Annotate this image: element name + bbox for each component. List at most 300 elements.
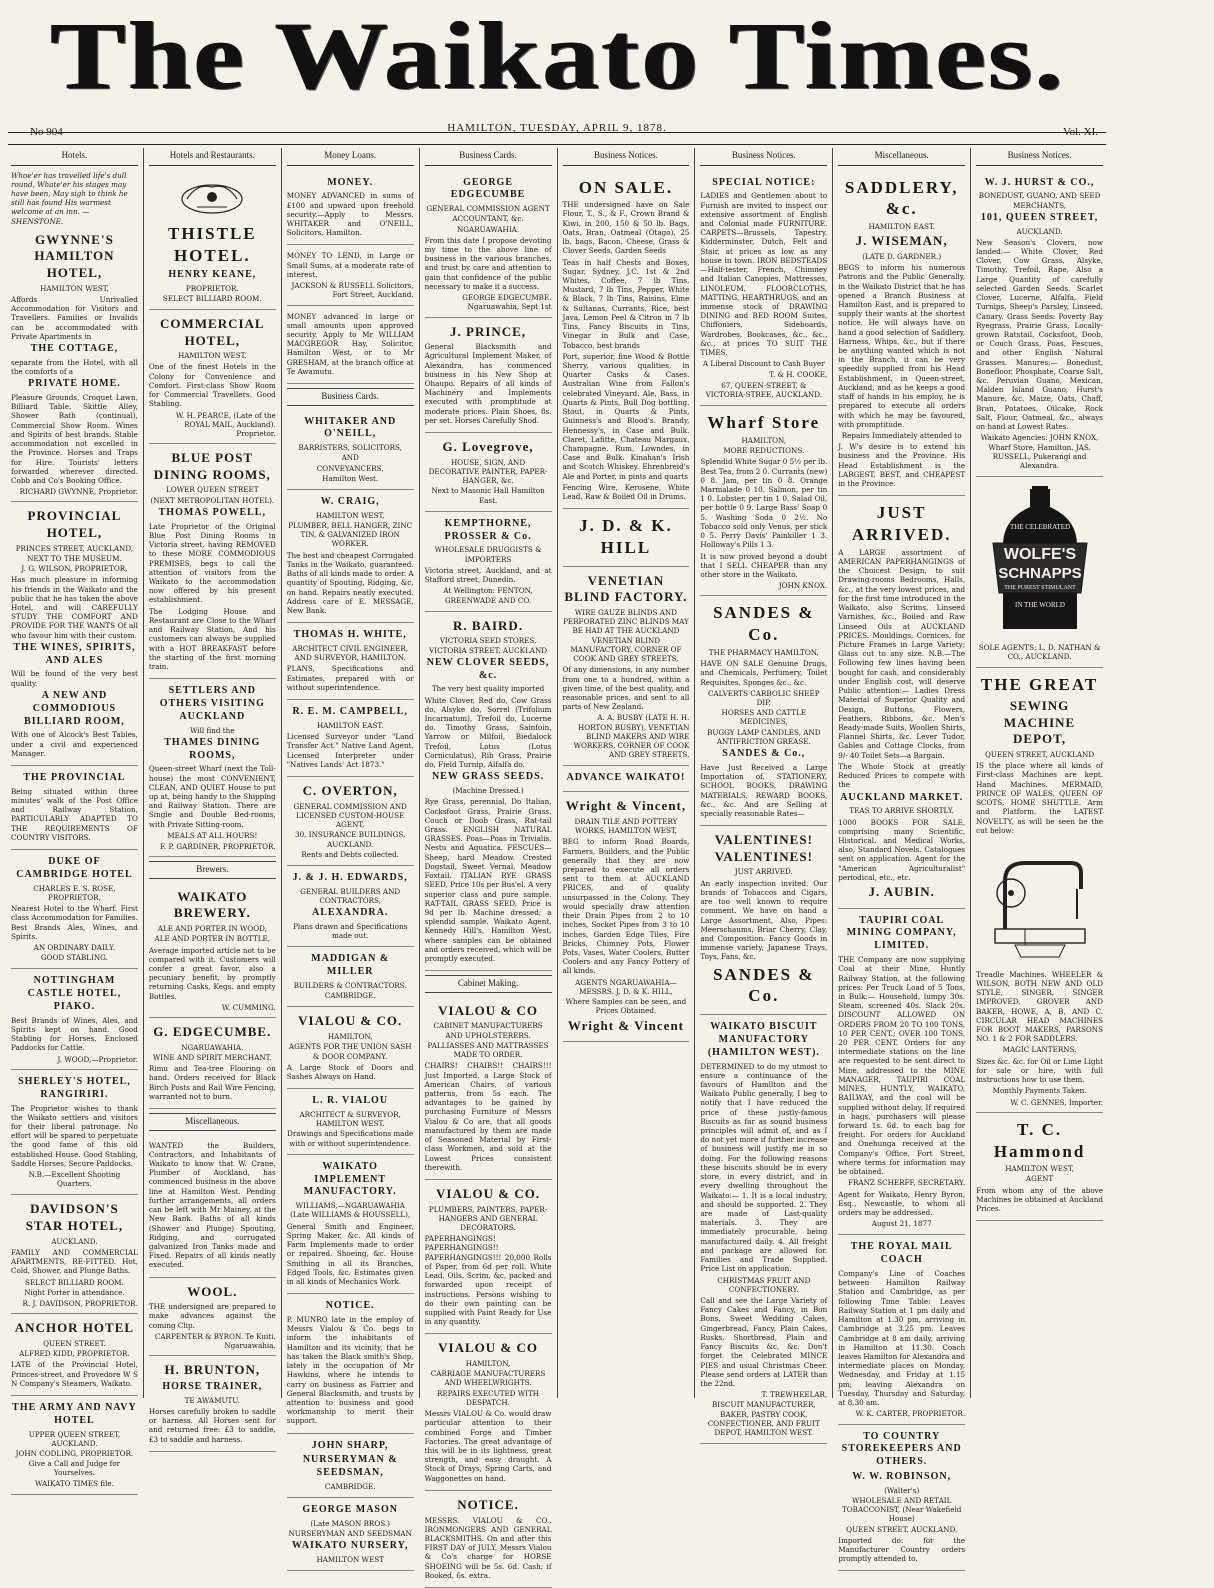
ad-title: J. & J. H. EDWARDS, (292, 871, 408, 883)
ad-title: THE COTTAGE, (30, 343, 119, 355)
ad-title: R. BAIRD. (453, 617, 524, 633)
ad-title: JOHN SHARP, (311, 1439, 389, 1451)
ad-body: An early inspection invited. Our brands of Tobaccos and Cigars, are too well known to require comment. We have on hand a Large Assortment, Also, Pipes: Meerschaums, Briar Cherry, Clay, and Composition. Fancy Goods in immense variety, Japanese Trays, Toys, Fans, &c. (700, 878, 828, 962)
ad-nottingham-castle (11, 969, 138, 1069)
ad-taupiri-coal (838, 909, 965, 1236)
ad-subtitle: NURSERYMAN AND SEEDSMAN (288, 1529, 412, 1539)
volume-number: Vol. XI. (1063, 126, 1098, 138)
ad-subtitle: HAMILTON WEST, (1005, 1164, 1074, 1174)
ad-title: PRIVATE HOME. (28, 378, 121, 390)
ad-gwynnes-hotel (11, 226, 138, 503)
ad-subtitle: SELECT BILLIARD ROOM. (25, 1277, 124, 1287)
ad-title: G. EDGECUMBE. (153, 1024, 272, 1040)
ad-title: NEW CLOVER SEEDS, &c. (426, 656, 550, 681)
ad-subtitle: AND (341, 453, 359, 463)
ad-body: P. MUNRO late in the employ of Messrs Vialou & Co. begs to inform the inhabitants of Hamilton and its vicinity, that he has taken the Black smith's Shop, lately in the occupation of Mr Hawkins, where he intends to carry on business as Farrier and General Blacksmith, and trusts by attention to business and good workmanship to merit their support. (286, 1314, 414, 1426)
ad-edgecumbe-commission (425, 171, 552, 318)
ad-title: DUKE OF CAMBRIDGE HOTEL (16, 856, 133, 880)
ad-subtitle: NGARUAWAHIA. (456, 224, 520, 234)
ad-subtitle: ALE AND PORTER IN WOOD, (157, 924, 267, 934)
ad-body: A LARGE assortment of AMERICAN PAPERHANGINGS of the Choicest Design, to suit Drawing-rooms Bedrooms, Halls, &c., at the very lowest prices, and for the first time introduced in the Waikato, also Scrims, Linseed Varnishes, &c., Boiled and Raw Linseed Oils at AUCKLAND PRICES. Mouldings, Cornices, for Picture Frames in Large Variety; Glass cut to any size. N.B.—The Following few lines having been bought for cash, and considerably under English cost, will deserve Public attention:— Ladies Dress Material of Superior Quality and Design, Buttons, Flowers, Feathers, Ribbons, &c. Men's Ready-made Suits, Woollen Shirts, Flannel Shirts, &c. Lever Tudor, Gables and Cottage Clocks, from 9/- 40 Toilet Sets—a Bargain. (838, 547, 966, 760)
ad-title: ON SALE. (578, 177, 674, 197)
ad-body: Late Proprietor of the Original Blue Post Dining Rooms in Victoria street, having REMOVED to these MORE COMMODIOUS PREMISES, begs to call the attention of visitors from the Waikato to the accommodation now offered by his present establishment. (148, 521, 276, 605)
ad-subtitle: Night Porter in attendance. (24, 1287, 125, 1297)
ad-title: H. BRUNTON, (164, 1362, 261, 1378)
ad-body: THE Company are now supplying Coal at their Mine, Huntly Railway Station, at the following prices: Per Truck Load of 5 Tons, in Bulk:— Household, lumpy 30s. Steam, screened 40s. Slack 20s. DISCOUNT ALLOWED ON ORDERS FROM 20 TO 100 TONS, 10 PER CENT.; OVER 100 TONS, 20 PER CENT. Orders for any intermediate stations on the line are requested to be sent direct to Mine, addressed to the MINE MANAGER, TAUPIRI COAL MINES, HUNTLY, WAIKATO, RAILWAY, and the coal will be supplied without delay. If required in bags, purchasers will please forward 1s. 6d. to each bag for freight. For orders for Auckland and Onehunga received at the Company's Office, Fort Street, where terms for information may be obtained. (838, 955, 966, 1177)
column-business-cards (419, 148, 557, 1580)
ad-body: Sizes &c. &c. for Oil or Lime Light for sale or hire, with full instructions how to use them. (976, 1056, 1103, 1085)
ad-body: Treadle Machines. WHEELER & WILSON, BOTH NEW AND OLD STYLE, SINGER, SINGER IMPROVED, GROVER AND BAKER, HOWE, A, B, AND C. CIRCULAR HEAD MACHINES FOR BOOT MAKERS, PARSONS NO. 1 & 2 FOR SADDLERS. (976, 969, 1103, 1044)
ad-body: Splendid White Sugar 0 5½ per lb. Best Tea, from 2 0. Currants (new) 0 8. Jam, per tin 0 8. Orange Marmalade 0 10. Salmon, per tin 1 0. Lobster, per tin 1 0. Salad Oil, per bottle 0 9. Large Bass' Soap 0 5. Washing Soda 0 2½. No Tobacco sold only Venus, per stick 0 5. Perry Davis' Painkiller 1 3. Holloway's Pills 1 3. (700, 457, 828, 550)
issue-number: No 904 (30, 126, 63, 138)
ad-title: DAVIDSON'S STAR HOTEL, (25, 1201, 124, 1234)
ad-hammond (976, 1113, 1103, 1222)
ad-signature: A. A. BUSBY (LATE H. H. HORTON BUSBY), VENETIAN BLIND MAKERS AND WIRE WORKERS, CORNER OF COOK AND GREY STREETS. (573, 713, 690, 760)
ad-body: It is now proved beyond a doubt that I SELL CHEAPER than any other store in the Waikato. (700, 551, 828, 579)
sewing-machine-icon (985, 841, 1095, 961)
ad-body: PAPERHANGINGS! PAPERHANGINGS!! PAPERHANGINGS!!! 20,000 Rolls of Paper, from 6d per roll. White Lead, Oils, Scrim, &c, packed and forwarded upon receipt of instructions. Persons wishing to do their own painting can be supplied with Paint Ready for Use in any quantity. (424, 1234, 552, 1327)
ad-body: MONEY ADVANCED in sums of £100 and upward upon freehold security.—Apply to Messrs. WHITAKER and O'NEILL, Solicitors, Hamilton. (286, 191, 414, 238)
ad-subtitle: HOUSE, SIGN, AND DECORATIVE PAINTER, PAPER-HANGER, &c. (428, 457, 548, 486)
ad-wolfes-schnapps (976, 477, 1103, 668)
ad-title: SANDES & Co., (722, 748, 806, 760)
newspaper-title: The Waikato Times. (49, 2, 1065, 109)
ad-subtitle: 67, QUEEN-STREET, & VICTORIA-STREE, AUCKLAND. (705, 380, 823, 399)
ad-title: HORSE TRAINER, (162, 1380, 263, 1392)
column-heading: Business Notices. (700, 148, 827, 166)
ad-subtitle: HAMILTON WEST, (315, 510, 385, 520)
ad-saddlery (838, 171, 965, 497)
ad-notice-vialou (425, 1491, 552, 1588)
ad-subtitle: GENERAL COMMISSION AND LICENSED CUSTOM-HOUSE AGENT, (293, 801, 407, 830)
ad-subtitle: CAMBRIDGE. (324, 991, 376, 1001)
ad-subtitle: VICTORIA SEED STORES, VICTORIA STREET, AUCKLAND (429, 636, 548, 655)
ad-title: J. PRINCE, (450, 323, 527, 339)
ad-title: G. Lovegrove, (442, 439, 534, 455)
ad-horse-trainer (149, 1356, 276, 1452)
ad-lovegrove (425, 433, 552, 512)
top-rule-2 (8, 144, 1106, 145)
bottle-text-schnapps: SCHNAPPS (997, 565, 1082, 583)
ad-advance-waikato (563, 766, 690, 793)
ad-body: LADIES and Gentlemen about to Furnish are invited to inspect our extensive assortment of English and Colonial made FURNITURE. CARPETS—Brussels, Tapestry, Kidderminster, Dutch, Felt and Stair, at prices as low as any house in town. IRON BEDSTEADS—Half-tester, French, Chimney and Italian Canopies, Mattresses, LINOLEUM, FLOORCLOTHS, MATTING, HEARTHRUGS, and an immense stock of DRAWING DINING and BED ROOM Suites, Chiffoniers, Sideboards, Wardrobes, Bookcases, &c., &c., &c., at prices TO SUIT THE TIMES. (700, 191, 828, 358)
ad-subtitle: PROPRIETOR. (185, 283, 239, 293)
ad-body: MONEY TO LEND, in Large or Small Sums, at a moderate rate of interest. (286, 251, 414, 279)
ad-subtitle: AUCKLAND. (1016, 226, 1063, 236)
ad-title: ADVANCE WAIKATO! (566, 771, 686, 783)
ad-body: Agent for Waikato, Henry Byron, Esq., Newcastle, to whom all orders may be addressed. (838, 1189, 966, 1217)
ad-body: BEG to inform Road Boards, Farmers, Builders, and the Public generally that they are now prepared to execute all orders sent to them at AUCKLAND PRICES, and of quality unsurpassed in the Colony. They would specially draw attention their Drain Pipes from 2 to 10 inches, Socket Pipes from 3 to 10 inches, Garden Edge Tiles, Fire Bricks, Chimney Pots, Flower Pots, Vases, Water Coolers, Butter Coolers and any Fancy Pottery of all kinds. (562, 837, 690, 976)
ad-anchor-hotel (11, 1314, 138, 1396)
ad-body: Nearest Hotel to the Wharf. First class Accommodation for Families. Best Brands Ales, Wines, and Spirits. (11, 904, 138, 941)
ad-subtitle: AGENTS FOR THE UNION SASH & DOOR COMPANY. (288, 1042, 412, 1061)
ad-subtitle: MEALS AT ALL HOURS! (167, 830, 258, 840)
ad-body: General Smith and Engineer, Spring Maker, &c. All kinds of Farm Implements made to order or repaired. Shoeing, &c. House Smithing in all its Branches, Edged Tools, &c. Estimates given in all kinds of Mechanics Work. (286, 1221, 414, 1286)
ad-title: R. E. M. CAMPBELL, (292, 706, 408, 718)
ad-jdk-hill (563, 509, 690, 567)
ad-body: DETERMINED to do my utmost to ensure a continuance of the favours of Hamilton and the Waikato Public generally, I beg to notify that I have reduced the price of these justly-famous Biscuits as far as sound business principles will admit of, and as I do not yet more if further increase of business will justify me in so doing. For the following reasons these biscuits should be in every store, in every district, and in every dwelling throughout the Waikato:— 1. It is a local industry, and should be supported. 2. They are made of Last-quality materials. 3. They are immediately procurable, being manufactured daily. 4. All freight and package are allowed for. Families and Trade Supplied. Price List on application. (700, 1061, 828, 1274)
ad-title: AUCKLAND MARKET. (840, 791, 964, 803)
column-money-loans (281, 148, 419, 1565)
ad-body: Licensed Surveyor under "Land Transfer Act." Native Land Agent. Licensed Interpreter under "Natives Lands' Act 1873." (286, 732, 414, 769)
ad-subtitle: J. G. WILSON, PROPRIETOR, (21, 564, 128, 574)
ad-subtitle: QUEEN STREET. (43, 1338, 106, 1348)
ad-subtitle: LOWER QUEEN STREET (166, 485, 259, 495)
ad-title: WAIKATO BREWERY. (173, 888, 251, 921)
ad-thames-dining (149, 679, 276, 857)
bottle-text-wolfes: WOLFE'S (1003, 546, 1076, 564)
ad-title: GEORGE EDGECUMBE (450, 176, 526, 201)
ad-subtitle: HAMILTON, (465, 1359, 511, 1369)
ad-title: THE GREAT (980, 675, 1099, 695)
ad-subtitle: BUGGY LAMP CANDLES, AND ANTIFRICTION GREASE. (707, 727, 821, 746)
ad-subtitle: WHOLESALE DRUGGISTS & IMPORTERS (434, 545, 542, 564)
ad-signature: R. J. DAVIDSON, PROPRIETOR. (22, 1299, 138, 1309)
ad-title: WAIKATO NURSERY, (291, 1540, 409, 1552)
ad-body: The Whole Stock at greatly Reduced Prices to compete with the (838, 761, 966, 790)
ad-body: WANTED the Builders, Contractors, and Inhabitants of Waikato to know that W. Crane, Plumber of Auckland, has commenced business in the above line at Hamilton West. Pending further arrangements, all orders can be left with Mr Mainey, at the New Bank. Baths of all kinds (Shower and Plunge) Spouting, Ridging, and corrugated galvanized Iron Tanks made and Fixed. Repairs of all kinds neatly executed. (148, 1140, 276, 1270)
ad-subtitle: AUCKLAND. (51, 1236, 98, 1246)
ad-subtitle: GENERAL BUILDERS AND CONTRACTORS, (300, 886, 401, 905)
ad-subtitle: Will find the (190, 725, 235, 735)
ad-title: THAMES DINING ROOMS, (164, 736, 261, 761)
ad-signature: J. WOOD,—Proprietor. (57, 1054, 138, 1064)
ad-money-advanced (287, 306, 414, 385)
ad-body: Call and see the Large Variety of Fancy Cakes and Fancy, in Bon Bons, Sweet Wedding Cakes, Gingerbread, Fancy, Plain Cakes, Rusks, Shortbread, Plain and Fancy Biscuits &c, &c. Don't forget the Celebrated MINCE PIES and usual Christmas Cheer. Please send orders at LATER than the 22nd. (700, 1295, 828, 1388)
ad-edwards (287, 866, 414, 947)
ad-subtitle: GOOD STABLING. (40, 953, 108, 963)
ad-body: Have Just Received a Large Importation of, STATIONERY, SCHOOL BOOKS, DRAWING MATERIALS, REWARD BOOKS, &c., &c. And are Selling at specially reasonable Rates— (700, 762, 828, 818)
ad-subtitle: HAMILTON WEST (316, 1555, 384, 1565)
ad-vialou-architect (287, 1089, 414, 1155)
column-heading: Hotels. (11, 148, 138, 166)
ad-subtitle: CAMBRIDGE. (324, 1482, 376, 1491)
ad-title: NURSERYMAN & SEEDSMAN, (302, 1454, 398, 1479)
ad-title: 101, QUEEN STREET, (980, 211, 1099, 223)
ad-title: THE ARMY AND NAVY HOTEL (12, 1401, 137, 1426)
ad-subtitle: A Liberal Discount to Cash Buyer (702, 359, 825, 369)
ad-signature: JACKSON & RUSSELL Solicitors, Fort Street, Auckland. (291, 281, 414, 300)
ad-star-hotel (11, 1195, 138, 1314)
ad-subtitle: QUEEN STREET, AUCKLAND, (846, 1524, 958, 1534)
ad-title: MADDIGAN & MILLER (311, 953, 390, 978)
ad-signature: W. K. CARTER, PROPRIETOR. (855, 1409, 966, 1419)
ad-title: THE ROYAL MAIL COACH (850, 1241, 953, 1266)
column-heading: Money Loans. (287, 148, 414, 166)
ad-title: NOTTINGHAM CASTLE HOTEL, PIAKO. (27, 975, 122, 1013)
ad-the-provincial (11, 766, 138, 850)
bottle-text-world: IN THE WORLD (1014, 601, 1065, 610)
ad-title: SANDES & Co. (713, 603, 815, 645)
ad-title: J. AUBIN. (868, 884, 935, 900)
ad-biscuit-manufactory (700, 1015, 827, 1444)
ad-subtitle: BUILDERS & CONTRACTORS. (293, 981, 407, 990)
ad-subtitle: QUEEN STREET, AUCKLAND (985, 750, 1095, 760)
ad-title: NOTICE. (457, 1496, 519, 1512)
ad-body: White Clover, Red do, Cow Grass do, Alsyke do, Sorrel (Trifolium Incarnatum), Trefoil do, Lucerne do. Timothy Grass, Sainfoin, Yarrow or Milfoil, Biedalock Trefoil, Lotus (Lotus Corniculatus), Rib Grass, Prairie do, Field Turnip, Alfalfa do. (424, 695, 552, 770)
ad-subtitle: CHRISTMAS FRUIT AND CONFECTIONERY. (717, 1275, 811, 1294)
ad-body: Will be found of the very best quality. (11, 669, 138, 688)
ad-title: JUST ARRIVED. (851, 503, 952, 545)
ad-sherleys-hotel (11, 1070, 138, 1196)
ad-body: Port, superior, fine Wood & Bottle Sherry, various qualities, in Quarter Casks & Cases. Australian Wine from Fallon's celebrated Vineyard. Ale, Bass, in Quarts & Pints, Bull Dog bottling. Stout, in Quarts & Pints, Guinness's and Blood's. Brandy, Hennessy's, in Case and Bulk. Claret, Lafitte, Chateau Margaux. Champagne. Rum, Lowndes, in Case and Bulk. Kinahan's Irish and Scotch Whiskey. Ehrenbreid's Ale and Porter, in pints and quarts (562, 351, 690, 481)
ad-subtitle: PRINCES STREET, AUCKLAND, (15, 543, 134, 553)
ad-subtitle: BARRISTERS, SOLICITORS, (298, 443, 402, 453)
ad-body: Best Brands of Wines, Ales, and Spirits kept on hand. Good Stabling for Horses. Enclosed Paddocks for Cattle. (11, 1015, 138, 1053)
ad-body: FAMILY AND COMMERCIAL APARTMENTS, RE-FITTED. Hot, Cold, Shower, and Plunge Baths. (11, 1247, 138, 1276)
ad-title: SEWING MACHINE DEPOT, (1003, 698, 1076, 747)
ad-subtitle: WIRE GAUZE BLINDS AND PERFORATED ZINC BLINDS MAY BE HAD AT THE AUCKLAND VENETIAN BLIND MANUFACTORY, CORNER OF COOK AND GREY STREETS, (563, 608, 689, 664)
ad-royal-mail-coach (838, 1235, 965, 1424)
ad-subtitle: AGENTS NGARUAWAHIA— MESSRS. J. D. & K. HILL, (575, 977, 677, 996)
ad-subtitle: CHARLES E. S. ROSE, PROPRIETOR, (33, 883, 116, 902)
ad-body: The Proprietor wishes to thank the Waikato settlers and visitors for their liberal patronage. No effort will be spared to perpetuate the good fame of this old established House. Good Stabling, Saddle Horses, Secure Paddocks. (11, 1103, 138, 1168)
ad-subtitle: ALFRED KIDD, PROPRIETOR. (19, 1349, 130, 1359)
ad-subtitle: WAIKATO TIMES file. (34, 1478, 114, 1488)
ad-subtitle: NGARUAWAHIA. (181, 1042, 244, 1052)
ad-body: Rye Grass, perennial, Do Italian, Cocksfoot Grass, Prairie Grass, Couch or Doob Grass, Rat-tail Grass. ENGLISH NATURAL GRASSES. Poas—Poas in Trivialis, Nestu and Aquatica. FESCUES—Sheep, hard Meadow. Crested Dogstail, Sweet Vernal, Meadow Foxtail. ITALIAN RYE GRASS SEED, Price 10s per Bus'el. A very superior class and pure sample. RAT-TAIL GRASS SEED, Price is 9d per lb. Machine dressed; a splendid sample. Waikato Agent, Kennedy Hill's, Hamilton West, where samples can be obtained and orders received, which will be promptly executed. (424, 797, 552, 964)
ad-subtitle: ACCOUNTANT, &c. (452, 214, 524, 224)
ad-subtitle: (Late MASON BROS.) (310, 1519, 390, 1529)
ad-signature: F. P. GARDINER, PROPRIETOR. (160, 842, 276, 852)
ad-signature: JOHN KNOX. (778, 581, 828, 591)
ad-signature: FRANZ SCHERFF, SECRETARY. (847, 1178, 966, 1188)
ad-body: With one of Alcock's Best Tables, under a civil and experienced Manager. (11, 730, 138, 758)
ad-vialou-carriage (425, 1334, 552, 1490)
ad-body: MONEY advanced in large or small amounts upon approved security. Apply to Mr WILLIAM MACGREGOR Hay, Solicitor, Hamilton West, or to Mr GRESHAM, at the branch office at Te Awamutu. (286, 311, 414, 376)
ad-body: Company's Line of Coaches between Hamilton Railway Station and Cambridge, as per following Time Table: Leaves Railway Station at 1 pm daily and Hamilton at 1.30 pm, arriving in Cambridge at 3.25 pm. Leaves Cambridge at 8 am daily, arriving in Hamilton at 11.30. Coach leaves Hamilton for Alexandra and intermediate places on Monday, Wednesday, and Friday at 1.15 pm; leaving Alexandra on Tuesday, Thursday and Saturday, at 8.30 am. (838, 1269, 966, 1408)
ad-subtitle: DRAIN TILE AND POTTERY WORKS, HAMILTON WEST, (574, 816, 678, 836)
ad-title: MONEY. (327, 176, 374, 188)
ad-subtitle: Give a Call and Judge for Yourselves. (28, 1459, 121, 1478)
ad-subtitle: Rents and Debts collected. (301, 849, 400, 859)
ad-thomas-white (287, 623, 414, 700)
ad-subtitle: HAMILTON EAST. (316, 720, 384, 730)
ad-subtitle: PLUMBERS, PAINTERS, PAPER-HANGERS AND GENERAL DECORATORS. (428, 1204, 548, 1233)
ad-title: WHITAKER AND O'NEILL, (304, 415, 397, 440)
ad-body: HAVE ON SALE Genuine Drugs, and Chemicals, Perfumery, Toilet Requisites, Sponges &c., &c. (700, 659, 828, 687)
ad-subtitle: (Machine Dressed.) (452, 786, 524, 796)
ad-plumber-wanted (149, 1135, 276, 1278)
ad-body: General Blacksmith and Agricultural Implement Maker, of Alexandra, has commenced business in his New Shop at Ohaupo. Repairs of all kinds of Machinery and Implements executed with promptitude at moderate prices. Plain Shoes, 8s. per set. Horses Carefully Shod. (424, 342, 552, 425)
ad-signature: GEORGE EDGECUMBE. Ngaruawahia, Sept 1st (462, 293, 552, 312)
ad-army-and-navy (11, 1396, 138, 1495)
ad-title: TO COUNTRY STOREKEEPERS AND OTHERS. (841, 1430, 962, 1468)
ad-subtitle: Waikato Agencies: JOHN KNOX, Wharf Store, Hamilton. JAS. RUSSELL, Pukerangi and Alexandra. (980, 433, 1099, 471)
ad-overton (287, 777, 414, 866)
ad-subtitle: (NEXT METROPOLITAN HOTEL). (150, 495, 275, 505)
ad-subtitle: WHOLESALE AND RETAIL TOBACCONIST, (Near Wakefield House) (842, 1495, 962, 1524)
ad-body: Has much pleasure in informing his friends in the Waikato and the public that he has taken the above Hotel, and will CAREFULLY STUDY THE COMFORT AND PROVIDE FOR THE WANTS Of all who favour him with their custom. (11, 575, 138, 640)
ad-subtitle: CALVERTS CARBOLIC SHEEP DIP. (707, 688, 820, 707)
ad-title: VENETIAN BLIND FACTORY. (564, 572, 688, 605)
ad-subtitle: CABINET MANUFACTURERS AND UPHOLSTERERS. (433, 1021, 543, 1040)
ad-provincial-hotel (11, 502, 138, 766)
column-hotels-restaurants (143, 148, 281, 1444)
ad-body: Horses carefully broken to saddle or harness. All Horses sent for and returned free: £3 to saddle, £3 to saddle and harness. (148, 1406, 276, 1444)
ad-title: GWYNNE'S HAMILTON HOTEL, (34, 231, 115, 281)
ad-body: THE undersigned are prepared to make advances against the coming Clip. (148, 1302, 276, 1330)
ad-title: J. D. & K. HILL (579, 516, 673, 558)
ad-subtitle: Where Samples can be seen, and Prices Obtained. (565, 997, 687, 1016)
ad-title: W. W. ROBINSON, (852, 1470, 952, 1482)
ad-body: 1000 BOOKS FOR SALE, comprising many Scientific, Historical, and Medical Works, also, Standard Novels. Catalogues sent on application. Agent for the "American Agriculturalist" periodical, etc., etc. (838, 817, 966, 882)
ad-commercial-hotel (149, 310, 276, 444)
ad-title: L. R. VIALOU (312, 1095, 389, 1107)
ad-body: From this date I propose devoting my time to the above line of business in the various branches, and trust by care and attention to gain that confidence of the public necessary to make it a success. (424, 235, 552, 291)
column-heading: Miscellaneous. (838, 148, 965, 166)
ad-title: W. CRAIG, (320, 496, 380, 508)
ad-body: Fencing Wire, Kerosene, White Lead, Raw & Boiled Oil in Drums. (562, 482, 690, 502)
ad-john-sharp (287, 1434, 414, 1499)
ad-subtitle: NEXT TO THE MUSEUM. (27, 553, 122, 563)
ad-body: From whom any of the above Machines be obtained at Auckland Prices. (976, 1185, 1103, 1214)
ad-title: ALEXANDRA. (311, 907, 389, 919)
ad-body: Being situated within three minutes' walk of the Post Office and Railway Station, PARTICULARLY ADAPTED TO THE REQUIREMENTS OF COUNTRY VISITORS. (11, 786, 138, 842)
ad-body: Average imported article not to be compared with it. Customers will confer a great favor, also a pecuniary benefit, by promptly returning Casks, Kegs, and empty Bottles. (148, 945, 276, 1001)
column-business-notices-3 (970, 148, 1108, 1398)
ad-title: KEMPTHORNE, PROSSER & Co. (444, 517, 532, 542)
ad-subtitle: TE AWAMUTU. (184, 1395, 240, 1405)
ad-implement-manufactory (287, 1155, 414, 1294)
ad-subtitle: AN ORDINARY DAILY. (33, 942, 116, 952)
ad-title: THOMAS POWELL, (158, 506, 266, 518)
ad-body: separate from the Hotel, with all the comforts of a (11, 357, 138, 377)
ad-robinson-tobacconist (838, 1425, 965, 1572)
ad-body: J. W's desire is to extend his business and the Province. His Head Establishment is the LARGEST, BEST, and CHEAPEST in the Province. (838, 442, 966, 489)
ad-body: THE undersigned have on Sale Flour, T., S., & F., Crown Brand & Kiwi, in 200, 150 & 50 lb. Bags, Oats, Bran, Oatmeal (Otago), 25 lb. bags, Bacon, Cheese, Grass & Clover Seeds, Garden Seeds (562, 200, 690, 256)
column-heading: Hotels and Restaurants. (149, 148, 276, 166)
ad-subtitle: TEAS TO ARRIVE SHORTLY. (849, 806, 954, 816)
ad-subtitle: JOHN CODLING, PROPRIETOR. (15, 1449, 134, 1458)
ad-subtitle: HAMILTON WEST, (40, 283, 109, 293)
ad-title: PROVINCIAL HOTEL, (27, 508, 122, 541)
ad-title: NEW GRASS SEEDS. (431, 771, 545, 783)
section-heading: Miscellaneous. (149, 1113, 276, 1131)
ad-subtitle: SELECT BILLIARD ROOM. (162, 293, 262, 303)
ad-george-mason (287, 1498, 414, 1571)
ad-title: J. WISEMAN, (855, 233, 948, 249)
ad-subtitle: (Walter's) (884, 1485, 920, 1495)
ad-on-sale (563, 171, 690, 510)
ad-wright-vincent (563, 792, 690, 1042)
ad-title: A NEW AND COMMODIOUS BILLIARD ROOM, (24, 689, 125, 727)
ad-body: The best and cheapest Corrugated Tanks in the Waikato, guaranteed. Baths of all kinds made to order. A quantity of Spouting, Ridging, &c, on hand. Repairs neatly executed. Address care of E. MESSAGE, New Bank. (286, 550, 414, 615)
ad-title: THE PROVINCIAL (23, 771, 126, 783)
ad-notice-munro (287, 1294, 414, 1433)
ad-signature: CARPENTER & BYRON. Te Kuiti, Ngaruawahia. (154, 1331, 276, 1351)
ad-subtitle: HAMILTON EAST. (868, 222, 935, 232)
ad-title: Wright & Vincent (567, 1017, 685, 1033)
ad-title: SHERLEY'S HOTEL, RANGIRIRI. (18, 1075, 131, 1100)
ad-venetian-blind (563, 567, 690, 766)
ad-subtitle: CARRIAGE MANUFACTURERS AND WHEELWRIGHTS. (430, 1369, 546, 1388)
masthead (0, 0, 1114, 112)
ad-whitaker-oneill (287, 410, 414, 490)
ad-subtitle: SOLE AGENTS: L. D. NATHAN & CO., AUCKLAND. (978, 642, 1101, 662)
ad-subtitle: CONVEYANCERS, (316, 463, 384, 473)
ad-subtitle: ALE AND PORTER IN BOTTLE, (154, 934, 271, 944)
ad-subtitle: Next to Masonic Hall Hamilton East. (431, 486, 545, 505)
ad-title: SPECIAL NOTICE: (712, 176, 816, 188)
ad-blue-post (149, 444, 276, 679)
ad-title: THE WINES, SPIRITS, AND ALES (13, 641, 136, 666)
ad-subtitle: GENERAL COMMISSION AGENT (426, 204, 550, 214)
ad-craig-plumber (287, 490, 414, 623)
ad-waikato-brewery (149, 883, 276, 1018)
ad-subtitle: BONEDUST, GUANO, AND SEED MERCHANTS, (978, 191, 1101, 210)
bottle-text-purest: THE PUREST STIMULANT (1003, 585, 1076, 592)
ad-title: BLUE POST DINING ROOMS, (153, 450, 271, 482)
ad-subtitle: At Wellington: FENTON, GREENWADE AND CO. (443, 586, 533, 605)
column-miscellaneous (832, 148, 970, 1564)
epigraph: Whoe'er has travelled life's dull round, Whate'er his stages may have been, May sigh to think he still has found His warmest welcome at an inn. —SHENSTONE. (11, 170, 128, 226)
ad-vialou-cabinet (425, 997, 552, 1180)
ad-title: W. J. HURST & CO., (984, 176, 1095, 188)
ad-title: TAUPIRI COAL MINING COMPANY, LIMITED. (846, 914, 957, 952)
ad-body: Rimu and Tea-tree Flooring on hand. Orders received for Black Birch Posts and Rail Wire Fencing, warranted not to burn. (148, 1064, 276, 1101)
column-heading: Business Cards. (425, 148, 552, 166)
column-hotels (6, 148, 143, 1488)
ad-subtitle: Plans drawn and Specifications made out. (293, 921, 408, 941)
ad-subtitle: MORE REDUCTIONS. (723, 446, 805, 456)
ad-vialou-sash (287, 1007, 414, 1089)
ad-subtitle: Repairs Immediately attended to (841, 431, 962, 441)
ad-subtitle: HAMILTON, (327, 1032, 373, 1042)
top-rule (8, 132, 1106, 133)
ad-signature: W. CUMMING. (221, 1002, 276, 1012)
ad-prince-blacksmith (425, 318, 552, 434)
ad-vialou-plumbers (425, 1180, 552, 1334)
ad-signature: W. C. GENNES, Importer. (1010, 1097, 1103, 1107)
column-business-notices-1 (557, 148, 695, 1398)
ad-title: VIALOU & CO (438, 1002, 538, 1018)
ad-just-arrived (838, 496, 965, 908)
dateline (0, 116, 1114, 136)
ad-subtitle: August 21, 1877 (871, 1219, 932, 1229)
ad-subtitle: JUST ARRIVED. (734, 867, 793, 877)
ad-title: WAIKATO IMPLEMENT MANUFACTORY. (303, 1160, 397, 1198)
column-heading: Business Notices. (976, 148, 1103, 166)
ad-subtitle: ARCHITECT & SURVEYOR, HAMILTON WEST. (299, 1109, 401, 1129)
ad-body: PLANS, Specifications and Estimates, prepared with or without superintendence. (286, 664, 414, 692)
ad-thistle-hotel (149, 171, 276, 310)
ad-subtitle: HAMILTON WEST. (177, 351, 247, 361)
ad-hurst-seeds (976, 171, 1103, 478)
ad-body: Teas in half Chests and Boxes, Sugar, Sydney, J.C. 1st & 2nd Whites, Coffee, 7 lb Tins, Mustard, 7 lb Tins, Pepper, White & Black, 7 lb Tins, Raisins, Elme & Sultanas, Currants, Rice, best Java, Lemon Peel & Citron in 7 lb Tins, Fancy Biscuits in Tins, Vinegar in Bulk and Case, Tobacco, best brands (562, 257, 690, 350)
schnapps-bottle-icon (985, 485, 1095, 635)
ad-title: SADDLERY, &c. (844, 177, 959, 219)
ad-subtitle: UPPER QUEEN STREET, AUCKLAND. (28, 1429, 121, 1448)
ad-title: WAIKATO BISCUIT MANUFACTORY (HAMILTON WEST). (707, 1021, 820, 1058)
ad-subtitle: Monthly Payments Taken. (992, 1086, 1087, 1096)
ad-baird-seeds (425, 612, 552, 972)
ad-special-notice (700, 171, 827, 407)
section-heading: Brewers. (149, 861, 276, 879)
ad-subtitle: ARCHITECT CIVIL ENGINEER, AND SURVEYOR, HAMILTON. (292, 644, 409, 663)
ad-money-to-lend (287, 245, 414, 305)
ad-title: SANDES & Co. (713, 964, 815, 1006)
ad-subtitle: 30, INSURANCE BUILDINGS, AUCKLAND. (295, 830, 406, 849)
ad-kempthorne-prosser (425, 512, 552, 612)
ad-title: VIALOU & CO. (436, 1185, 541, 1201)
ad-wharf-store (700, 406, 827, 596)
ad-title: VIALOU & CO. (298, 1013, 403, 1029)
ad-title: THISTLE HOTEL. (167, 224, 257, 265)
ad-title: SETTLERS AND OTHERS VISITING AUCKLAND (159, 685, 265, 722)
ad-signature: T. TREWHEELAR, (761, 1390, 828, 1400)
ad-title: THOMAS H. WHITE, (293, 629, 407, 641)
